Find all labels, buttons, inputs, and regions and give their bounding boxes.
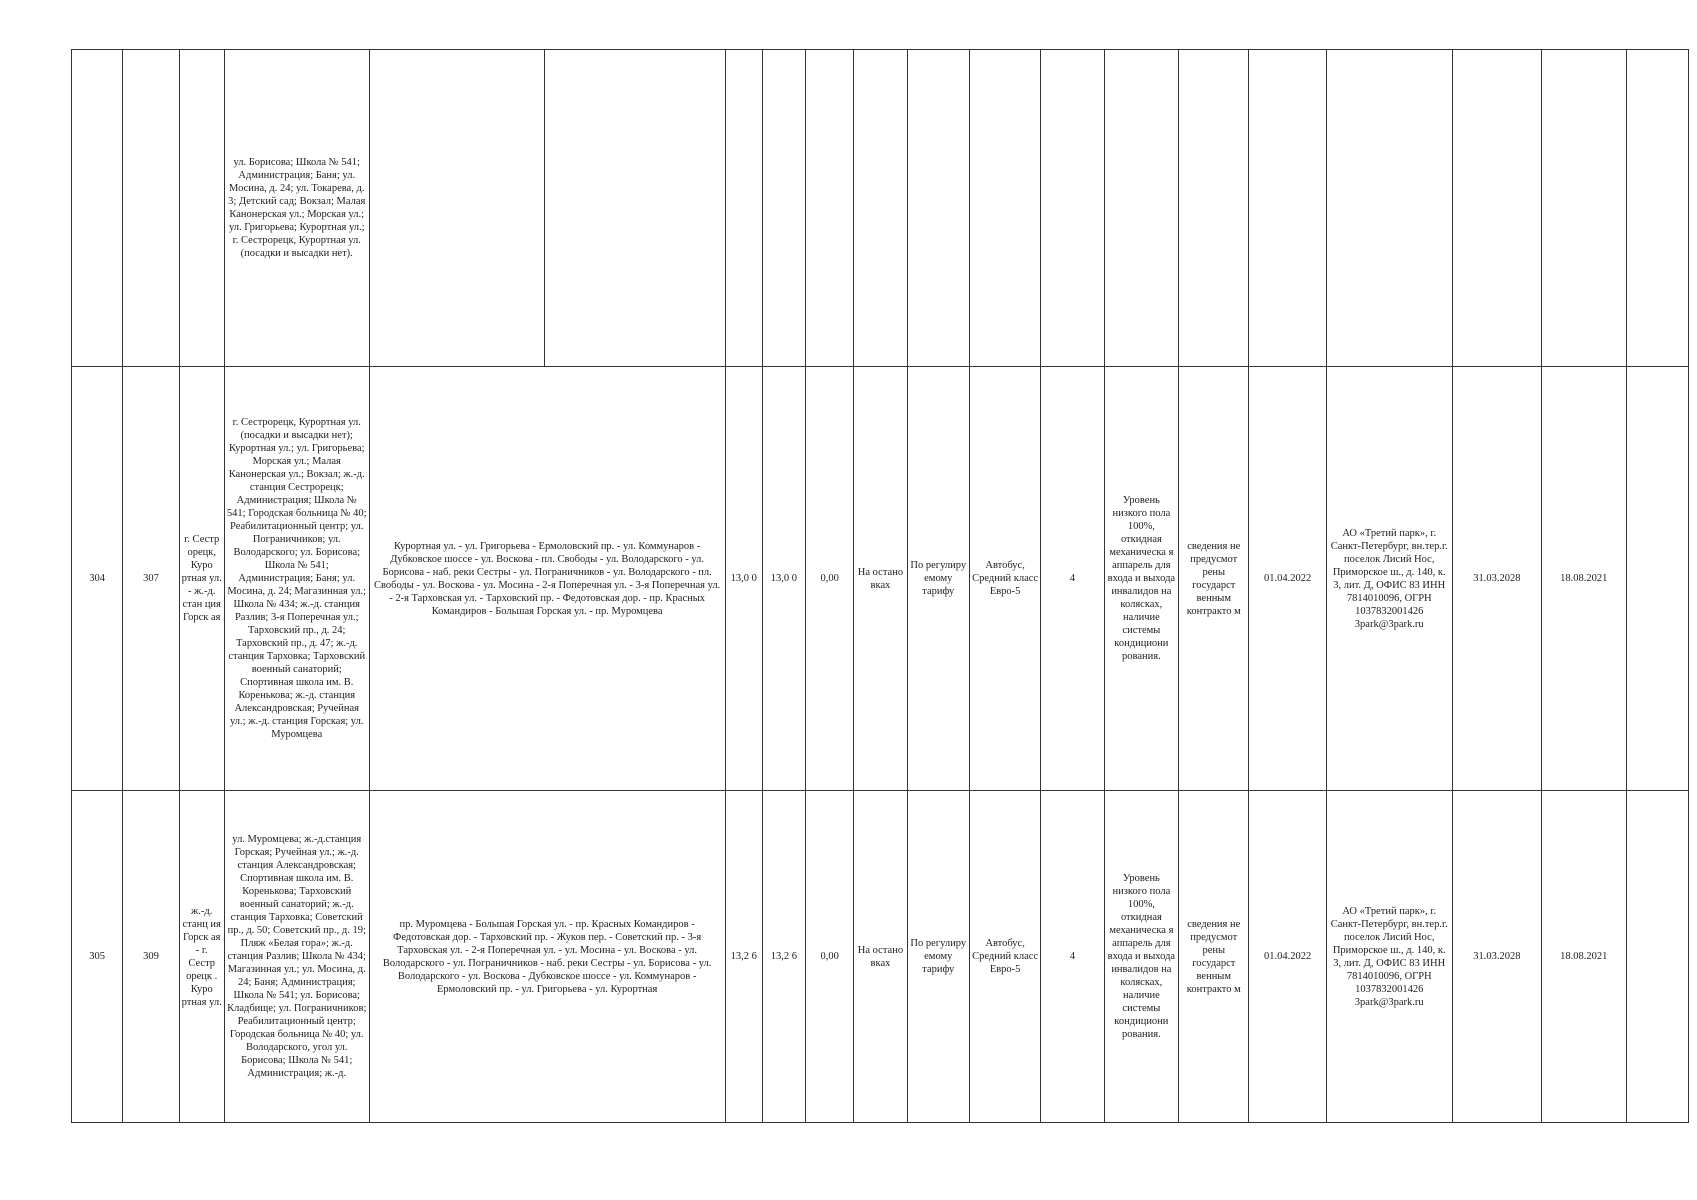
cell-name: г. Сестр орецк, Куро ртная ул. - ж.-д. стан ция Горск ая [179,367,224,791]
cell-tariff: По регулиру емому тарифу [907,791,969,1123]
cell-len1: 13,2 6 [725,791,762,1123]
cell-path: пр. Муромцева - Большая Горская ул. - пр. Красных Командиров - Федотовская дор. - Тарховский пр. - Жуков пер. - Советский пр. - 3-я Тарховская ул. - 2-я Поперечная ул. - ул. Мосина - ул. Воскова - ул. Володарского - ул. Пограничников - наб. реки Сестры - ул. Борисова - ул. Володарского - ул. Воскова - Дубковское шоссе - ул. Коммунаров - Ермоловский пр. - ул. Григорьева - ул. Курортная [369,791,725,1123]
cell-num: 304 [72,367,123,791]
route-registry-table [71,49,1689,1123]
cell-carrier: АО «Третий парк», г. Санкт-Петербург, вн.тер.г. поселок Лисий Нос, Приморское ш., д. 140, к. 3, лит. Д, ОФИС 83 ИНН 7814010096, ОГРН 1037832001426 3park@3park.ru [1326,367,1452,791]
cell-len1 [725,50,762,367]
cell-end: 31.03.2028 [1452,791,1541,1123]
cell-vehicle [969,50,1040,367]
cell-num: 305 [72,791,123,1123]
cell-vehicle: Автобус, Средний класс Евро-5 [969,367,1040,791]
cell-tariff [907,50,969,367]
cell-features [1104,50,1178,367]
cell-len3: 0,00 [806,367,854,791]
cell-extra [1626,791,1688,1123]
cell-stopmode: На остано вках [854,367,907,791]
cell-num [72,50,123,367]
cell-date: 18.08.2021 [1542,367,1626,791]
cell-path-left [370,50,545,366]
cell-date [1542,50,1626,367]
cell-len3 [806,50,854,367]
cell-route [123,50,179,367]
table-row [72,50,1689,367]
cell-vehicle: Автобус, Средний класс Евро-5 [969,791,1040,1123]
cell-carrier: АО «Третий парк», г. Санкт-Петербург, вн.тер.г. поселок Лисий Нос, Приморское ш., д. 140, к. 3, лит. Д, ОФИС 83 ИНН 7814010096, ОГРН 1037832001426 3park@3park.ru [1326,791,1452,1123]
table-row [72,367,1689,791]
cell-end: 31.03.2028 [1452,367,1541,791]
cell-route: 307 [123,367,179,791]
cell-stops: ул. Муромцева; ж.-д.станция Горская; Ручейная ул.; ж.-д. станция Александровская; Спортивная школа им. В. Коренькова; Тарховский военный санаторий; ж.-д. станция Тарховка; Советский пр., д. 50; Советский пр., д. 19; Пляж «Белая гора»; ж.-д. станция Разлив; Школа № 434; Магазинная ул.; ул. Мосина, д. 24; Баня; Администрация; Школа № 541; ул. Борисова; Кладбище; ул. Пограничников; Реабилитационный центр; Городская больница № 40; ул. Володарского, угол ул. Борисова; Школа № 541; Администрация; ж.-д. [224,791,369,1123]
cell-count: 4 [1041,791,1104,1123]
cell-len2 [762,50,805,367]
cell-contract: сведения не предусмот рены государст венным контракто м [1179,367,1249,791]
cell-route: 309 [123,791,179,1123]
cell-count [1041,50,1104,367]
cell-extra [1626,367,1688,791]
cell-len2: 13,0 0 [762,367,805,791]
cell-stops: г. Сестрорецк, Курортная ул. (посадки и высадки нет); Курортная ул.; ул. Григорьева; Морская ул.; Малая Канонерская ул.; Вокзал; ж.-д. станция Сестрорецк; Администрация; Школа № 541; Городская больница № 40; Реабилитационный центр; ул. Пограничников; ул. Володарского; ул. Борисова; Школа № 541; Администрация; Баня; ул. Мосина, д. 24; Магазинная ул.; Школа № 434; ж.-д. станция Разлив; 3-я Поперечная ул.; Тарховский пр., д. 24; Тарховский пр., д. 47; ж.-д. станция Тарховка; Тарховский военный санаторий; Спортивная школа им. В. Коренькова; ж.-д. станция Александровская; Ручейная ул.; ж.-д. станция Горская; ул. Муромцева [224,367,369,791]
cell-len2: 13,2 6 [762,791,805,1123]
cell-extra [1626,50,1688,367]
cell-contract [1179,50,1249,367]
cell-end [1452,50,1541,367]
cell-stopmode [854,50,907,367]
cell-contract: сведения не предусмот рены государст венным контракто м [1179,791,1249,1123]
cell-start: 01.04.2022 [1249,791,1326,1123]
cell-start [1249,50,1326,367]
cell-date: 18.08.2021 [1542,791,1626,1123]
cell-stopmode: На остано вках [854,791,907,1123]
cell-path: Курортная ул. - ул. Григорьева - Ермоловский пр. - ул. Коммунаров - Дубковское шоссе - ул. Воскова - пл. Свободы - ул. Володарского - ул. Борисова - наб. реки Сестры - ул. Пограничников - ул. Володарского - пл. Свободы - ул. Воскова - ул. Мосина - 2-я Поперечная ул. - 3-я Поперечная ул. - 2-я Тарховская ул. - Тарховский пр. - Федотовская дор. - пр. Красных Командиров - Большая Горская ул. - пр. Муромцева [369,367,725,791]
cell-start: 01.04.2022 [1249,367,1326,791]
cell-path [369,50,725,367]
cell-name [179,50,224,367]
cell-features: Уровень низкого пола 100%, откидная механическа я аппарель для входа и выхода инвалидов на колясках, наличие системы кондициони рования. [1104,791,1178,1123]
cell-stops: ул. Борисова; Школа № 541; Администрация; Баня; ул. Мосина, д. 24; ул. Токарева, д. 3; Детский сад; Вокзал; Малая Канонерская ул.; Морская ул.; ул. Григорьева; Курортная ул.; г. Сестрорецк, Курортная ул.(посадки и высадки нет). [224,50,369,367]
cell-name: ж.-д. станц ия Горск ая - г. Сестр орецк . Куро ртная ул. [179,791,224,1123]
cell-count: 4 [1041,367,1104,791]
table-row [72,791,1689,1123]
cell-carrier [1326,50,1452,367]
cell-len3: 0,00 [806,791,854,1123]
cell-len1: 13,0 0 [725,367,762,791]
cell-tariff: По регулиру емому тарифу [907,367,969,791]
cell-features: Уровень низкого пола 100%, откидная механическа я аппарель для входа и выхода инвалидов на колясках, наличие системы кондициони рования. [1104,367,1178,791]
